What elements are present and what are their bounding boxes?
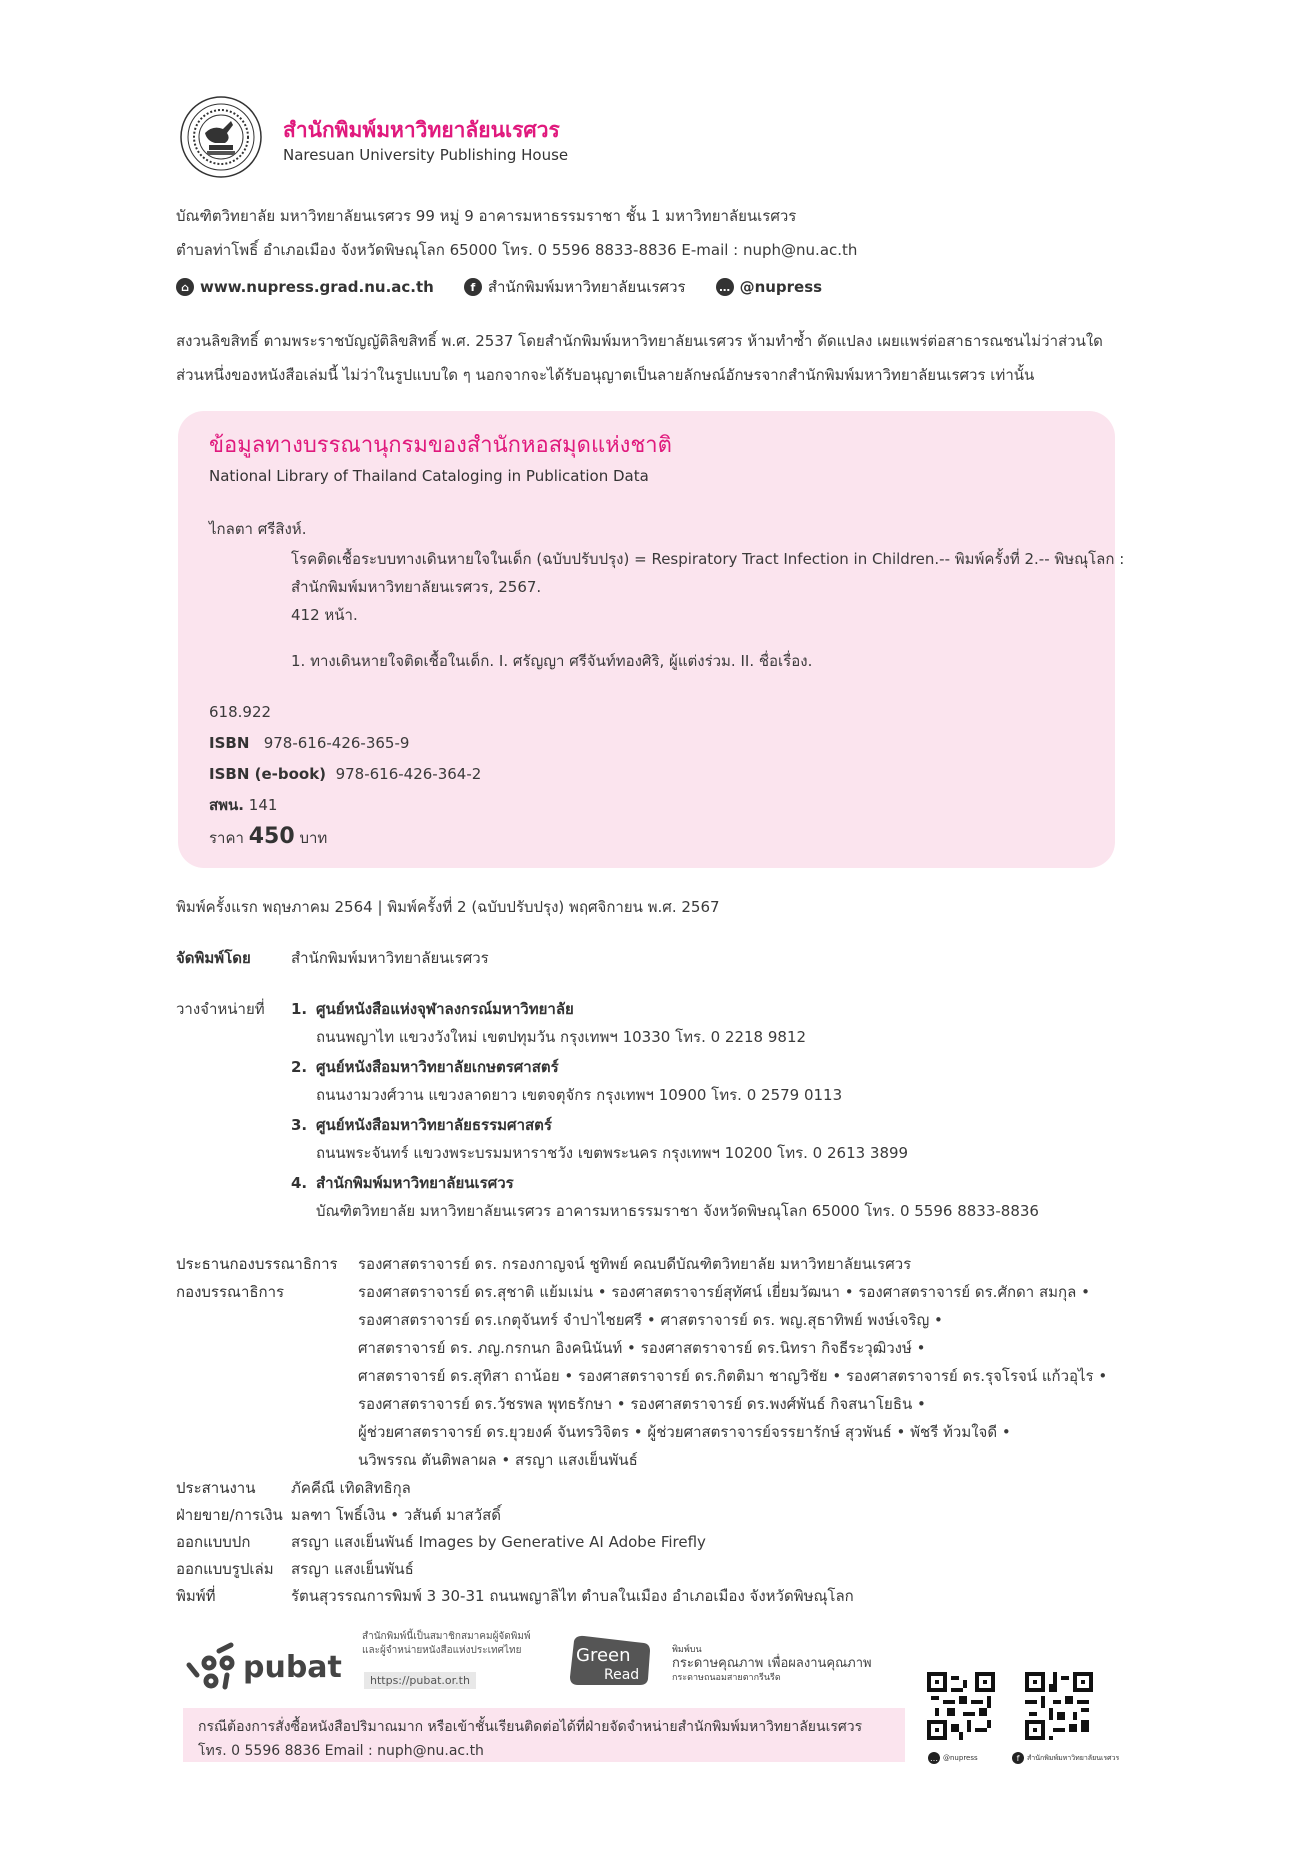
pubat-membership-text bbox=[362, 1630, 531, 1658]
facebook-qr-label: สำนักพิมพ์มหาวิทยาลัยนเรศวร bbox=[1027, 1753, 1120, 1762]
facebook-icon: f bbox=[464, 278, 482, 296]
production-staff bbox=[176, 1475, 854, 1610]
facebook-qr-caption bbox=[1012, 1752, 1119, 1764]
distributor-item bbox=[291, 1111, 1039, 1167]
published-by-value: สำนักพิมพ์มหาวิทยาลัยนเรศวร bbox=[291, 949, 489, 967]
distributor-address: ถนนพญาไท แขวงวังใหม่ เขตปทุมวัน กรุงเทพฯ 10330 โทร. 0 2218 9812 bbox=[316, 1028, 807, 1046]
cip-isbn bbox=[209, 734, 409, 752]
copyright-line-2: ส่วนหนึ่งของหนังสือเล่มนี้ ไม่ว่าในรูปแบบใด ๆ นอกจากจะได้รับอนุญาตเป็นลายลักษณ์อักษรจากสำนักพิมพ์มหาวิทยาลัยนเรศวร เท่านั้น bbox=[176, 366, 1035, 384]
published-by-label: จัดพิมพ์โดย bbox=[176, 949, 251, 967]
green-line-2: กระดาษคุณภาพ เพื่อผลงานคุณภาพ bbox=[672, 1656, 872, 1671]
staff-label: ออกแบบปก bbox=[176, 1533, 251, 1551]
cip-imprint-line: สำนักพิมพ์มหาวิทยาลัยนเรศวร, 2567. bbox=[291, 578, 542, 596]
pubat-logo bbox=[185, 1635, 345, 1695]
board-line: ศาสตราจารย์ ดร.สุทิสา ถาน้อย • รองศาสตราจารย์ ดร.กิตติมา ชาญวิชัย • รองศาสตราจารย์ ดร.รุจโรจน์ แก้วอุไร • bbox=[358, 1367, 1108, 1385]
line-qr-code[interactable] bbox=[927, 1672, 995, 1740]
publisher-name-thai: สำนักพิมพ์มหาวิทยาลัยนเรศวร bbox=[283, 118, 560, 142]
chair-value: รองศาสตราจารย์ ดร. กรองกาญจน์ ชูทิพย์ คณบดีบัณฑิตวิทยาลัย มหาวิทยาลัยนเรศวร bbox=[358, 1255, 912, 1273]
address-line-1: บัณฑิตวิทยาลัย มหาวิทยาลัยนเรศวร 99 หมู่ 9 อาคารมหาธรรมราชา ชั้น 1 มหาวิทยาลัยนเรศวร bbox=[176, 207, 797, 225]
line-qr-caption bbox=[928, 1752, 978, 1764]
board-label: กองบรรณาธิการ bbox=[176, 1283, 285, 1301]
cip-dewey-number: 618.922 bbox=[209, 703, 272, 721]
cip-author: ไกลตา ศรีสิงห์. bbox=[209, 520, 307, 538]
staff-label: ประสานงาน bbox=[176, 1479, 256, 1497]
distributor-address: ถนนพระจันทร์ แขวงพระบรมมหาราชวัง เขตพระนคร กรุงเทพฯ 10200 โทร. 0 2613 3899 bbox=[316, 1144, 909, 1162]
distribution-label: วางจำหน่ายที่ bbox=[176, 1000, 265, 1018]
university-seal-logo bbox=[179, 95, 263, 179]
price-prefix: ราคา bbox=[209, 829, 244, 847]
board-line: ผู้ช่วยศาสตราจารย์ ดร.ยุวยงค์ จันทรวิจิตร • ผู้ช่วยศาสตราจารย์จรรยารักษ์ สุวพันธ์ • พัชรี ท้วมใจดี • bbox=[358, 1423, 1011, 1441]
nlt-value: 141 bbox=[248, 796, 278, 814]
facebook-qr-code[interactable] bbox=[1025, 1672, 1093, 1740]
distributor-name: สำนักพิมพ์มหาวิทยาลัยนเรศวร bbox=[316, 1174, 514, 1192]
pubat-line-2: และผู้จำหน่ายหนังสือแห่งประเทศไทย bbox=[362, 1645, 522, 1656]
isbn-label: ISBN bbox=[209, 734, 250, 752]
copyright-line-1: สงวนลิขสิทธิ์ ตามพระราชบัญญัติลิขสิทธิ์ พ.ศ. 2537 โดยสำนักพิมพ์มหาวิทยาลัยนเรศวร ห้ามทำซ้ำ ดัดแปลง เผยแพร่ต่อสาธารณชนไม่ว่าส่วนใด bbox=[176, 332, 1103, 350]
green-read-text bbox=[672, 1644, 872, 1684]
line-qr-label: @nupress bbox=[943, 1754, 978, 1762]
distributor-number: 2. bbox=[291, 1058, 308, 1076]
cip-title-line: โรคติดเชื้อระบบทางเดินหายใจในเด็ก (ฉบับปรับปรุง) = Respiratory Tract Infection in Children.-- พิมพ์ครั้งที่ 2.-- พิษณุโลก : bbox=[291, 550, 1125, 568]
editorial-board bbox=[176, 1250, 1107, 1474]
staff-label: ออกแบบรูปเล่ม bbox=[176, 1560, 274, 1578]
cip-price bbox=[209, 824, 327, 850]
pubat-logo-text: pubat bbox=[243, 1650, 342, 1685]
distributor-item bbox=[291, 995, 1039, 1051]
board-line: รองศาสตราจารย์ ดร.เกตุจันทร์ จำปาไชยศรี • ศาสตราจารย์ ดร. พญ.สุธาทิพย์ พงษ์เจริญ • bbox=[358, 1311, 943, 1329]
order-info-line-1: กรณีต้องการสั่งซื้อหนังสือปริมาณมาก หรือเข้าชั้นเรียนติดต่อได้ที่ฝ่ายจัดจำหน่ายสำนักพิมพ์มหาวิทยาลัยนเรศวร bbox=[198, 1719, 863, 1735]
board-line: รองศาสตราจารย์ ดร.สุชาติ แย้มเม่น • รองศาสตราจารย์สุทัศน์ เยี่ยมวัฒนา • รองศาสตราจารย์ ดร.ศักดา สมกุล • bbox=[358, 1283, 1090, 1301]
cip-nlt-number bbox=[209, 796, 277, 814]
nlt-label: สพน. bbox=[209, 796, 244, 814]
distributor-address: บัณฑิตวิทยาลัย มหาวิทยาลัยนเรศวร อาคารมหาธรรมราชา จังหวัดพิษณุโลก 65000 โทร. 0 5596 8833-8836 bbox=[316, 1202, 1039, 1220]
distributor-name: ศูนย์หนังสือแห่งจุฬาลงกรณ์มหาวิทยาลัย bbox=[316, 1000, 574, 1018]
cip-title-english: National Library of Thailand Cataloging in Publication Data bbox=[209, 467, 649, 485]
staff-value: รัตนสุวรรณการพิมพ์ 3 30-31 ถนนพญาลิไท ตำบลในเมือง อำเภอเมือง จังหวัดพิษณุโลก bbox=[291, 1587, 854, 1605]
facebook-link[interactable]: สำนักพิมพ์มหาวิทยาลัยนเรศวร bbox=[487, 278, 686, 296]
staff-value: สรญา แสงเย็นพันธ์ bbox=[291, 1560, 414, 1578]
green-logo-bottom: Read bbox=[604, 1667, 640, 1683]
printing-history: พิมพ์ครั้งแรก พฤษภาคม 2564 | พิมพ์ครั้งที่ 2 (ฉบับปรับปรุง) พฤศจิกายน พ.ศ. 2567 bbox=[176, 898, 720, 916]
line-icon: … bbox=[930, 1753, 938, 1763]
publisher-name-english: Naresuan University Publishing House bbox=[283, 146, 569, 164]
isbn-value: 978-616-426-365-9 bbox=[263, 734, 410, 752]
chair-label: ประธานกองบรรณาธิการ bbox=[176, 1255, 338, 1273]
distribution-list bbox=[291, 995, 1039, 1227]
distributor-number: 3. bbox=[291, 1116, 308, 1134]
distributor-number: 4. bbox=[291, 1174, 308, 1192]
green-line-3: กระดาษถนอมสายตากรีนรีด bbox=[672, 1673, 781, 1683]
staff-value: มลฑา โพธิ์เงิน • วสันต์ มาสวัสดิ์ bbox=[291, 1506, 502, 1524]
board-line: ศาสตราจารย์ ดร. ภญ.กรกนก อิงคนินันท์ • รองศาสตราจารย์ ดร.นิทรา กิจธีระวุฒิวงษ์ • bbox=[358, 1339, 926, 1357]
basket-icon: ⌂ bbox=[176, 278, 194, 296]
line-link[interactable]: @nupress bbox=[739, 278, 823, 296]
green-logo-top: Green bbox=[576, 1645, 631, 1666]
address-line-2: ตำบลท่าโพธิ์ อำเภอเมือง จังหวัดพิษณุโลก 65000 โทร. 0 5596 8833-8836 E-mail : nuph@nu.ac.th bbox=[176, 241, 858, 259]
staff-value: สรญา แสงเย็นพันธ์ Images by Generative AI Adobe Firefly bbox=[291, 1533, 706, 1551]
board-line: รองศาสตราจารย์ ดร.วัชรพล พุทธรักษา • รองศาสตราจารย์ ดร.พงศ์พันธ์ กิจสนาโยธิน • bbox=[358, 1395, 926, 1413]
price-value: 450 bbox=[248, 824, 295, 849]
price-unit: บาท bbox=[299, 829, 328, 847]
facebook-icon: f bbox=[1012, 1752, 1024, 1764]
distributor-address: ถนนงามวงศ์วาน แขวงลาดยาว เขตจตุจักร กรุงเทพฯ 10900 โทร. 0 2579 0113 bbox=[316, 1086, 843, 1104]
cip-pages: 412 หน้า. bbox=[291, 606, 358, 624]
ebook-isbn-label: ISBN (e-book) bbox=[209, 765, 327, 783]
pubat-url-link[interactable]: https://pubat.or.th bbox=[364, 1672, 476, 1689]
ebook-isbn-value: 978-616-426-364-2 bbox=[335, 765, 482, 783]
distributor-item bbox=[291, 1053, 1039, 1109]
staff-label: ฝ่ายขาย/การเงิน bbox=[176, 1506, 283, 1524]
cip-ebook-isbn bbox=[209, 765, 481, 783]
distributor-number: 1. bbox=[291, 1000, 308, 1018]
staff-value: ภัคคีณี เทิดสิทธิกุล bbox=[291, 1479, 411, 1497]
distributor-item bbox=[291, 1169, 1039, 1225]
board-line: นวิพรรณ ตันติพลาผล • สรญา แสงเย็นพันธ์ bbox=[358, 1451, 638, 1469]
order-info-line-2: โทร. 0 5596 8836 Email : nuph@nu.ac.th bbox=[198, 1743, 484, 1759]
line-icon: … bbox=[716, 278, 734, 296]
distributor-name: ศูนย์หนังสือมหาวิทยาลัยธรรมศาสตร์ bbox=[316, 1116, 552, 1134]
cip-title-thai: ข้อมูลทางบรรณานุกรมของสำนักหอสมุดแห่งชาติ bbox=[209, 433, 672, 458]
green-read-logo bbox=[568, 1633, 650, 1685]
social-links bbox=[176, 275, 822, 299]
pubat-line-1: สำนักพิมพ์นี้เป็นสมาชิกสมาคมผู้จัดพิมพ์ bbox=[362, 1631, 531, 1642]
distributor-name: ศูนย์หนังสือมหาวิทยาลัยเกษตรศาสตร์ bbox=[316, 1058, 559, 1076]
staff-label: พิมพ์ที่ bbox=[176, 1587, 216, 1605]
green-line-1: พิมพ์บน bbox=[672, 1645, 702, 1655]
website-link[interactable]: www.nupress.grad.nu.ac.th bbox=[200, 278, 434, 296]
cip-subjects: 1. ทางเดินหายใจติดเชื้อในเด็ก. I. ศรัญญา ศรีจันท์ทองศิริ, ผู้แต่งร่วม. II. ชื่อเรื่อง. bbox=[291, 652, 813, 670]
